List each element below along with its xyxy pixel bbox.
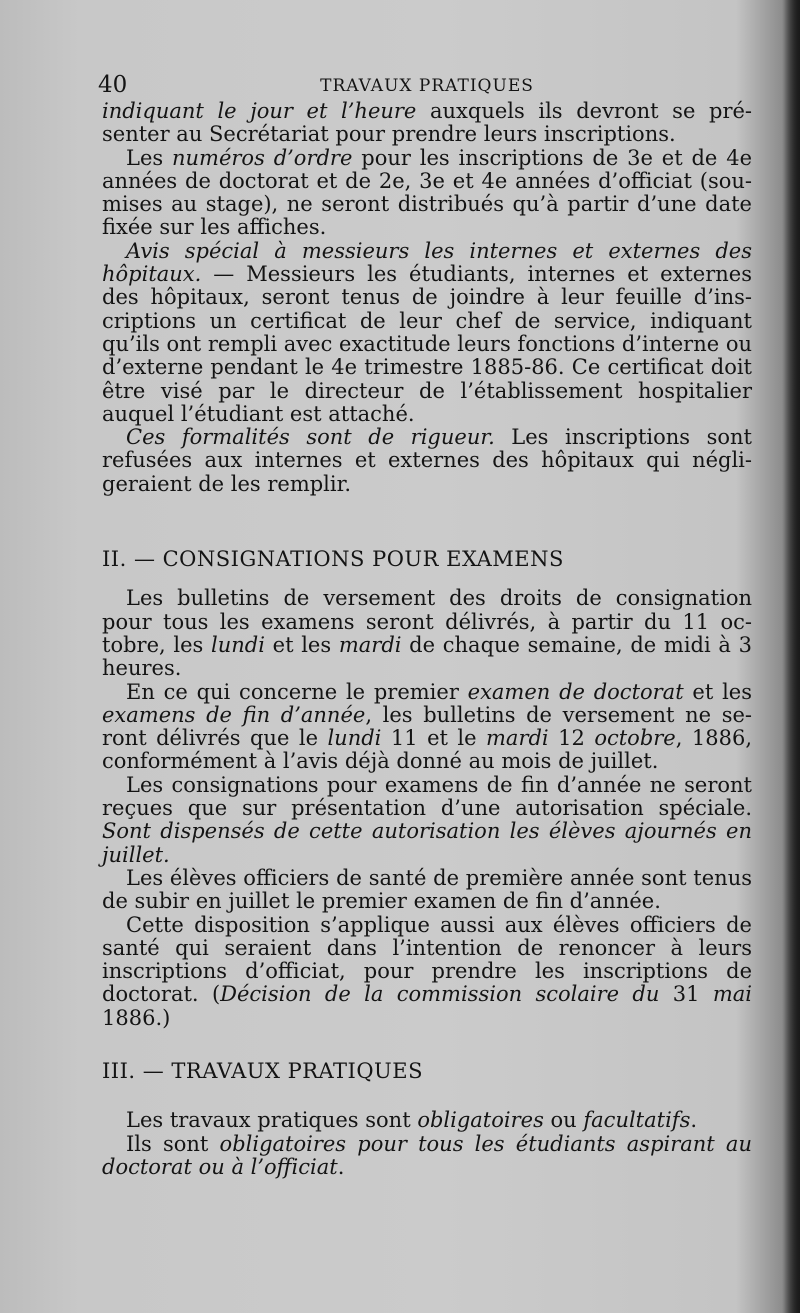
page-edge-shadow (782, 0, 800, 1313)
paragraph: Cette disposition s’applique aussi aux élèves officiers de santé qui seraient dans l’intention de renoncer à leurs inscriptions d’officiat, pour prendre les inscriptions de doctorat. (Décision de la commission scolaire du 31 mai 1886.) (102, 912, 752, 1030)
paragraph: Avis spécial à messieurs les internes et externes des hôpitaux. — Messieurs les étudiants, internes et externes des hôpitaux, seront tenus de joindre à leur feuille d’ins-criptions un certificat de leur chef de service, indiquant qu’ils ont rempli avec exactitude leurs fonctions d’interne ou d’externe pendant le 4e trimestre 1885-86. Ce certificat doit être visé par le directeur de l’établissement hospitalier auquel l’étudiant est attaché. (102, 238, 752, 426)
paragraph: Les élèves officiers de santé de première année sont tenus de subir en juillet le premier examen de fin d’année. (102, 865, 752, 914)
page-content (98, 66, 753, 1179)
paragraph: indiquant le jour et l’heure auxquels ils devront se pré-senter au Secrétariat pour prendre leurs inscriptions. (102, 99, 753, 147)
section-heading-consignations: II. — CONSIGNATIONS POUR EXAMENS (102, 547, 564, 572)
running-title: TRAVAUX PRATIQUES (320, 76, 534, 96)
paragraph: En ce qui concerne le premier examen de doctorat et les examens de fin d’année, les bulletins de versement ne se-ront délivrés que le lundi 11 et le mardi 12 octobre, 1886, conformément à l’avis déjà donné au mois de juillet. (102, 679, 753, 774)
paragraph: Les numéros d’ordre pour les inscriptions de 3e et de 4e années de doctorat et de 2e, 3e et 4e années d’officiat (sou-mises au stage), ne seront distribués qu’à partir d’une date fixée sur les affiches. (102, 145, 752, 240)
page-number: 40 (98, 72, 128, 98)
paragraph: Les travaux pratiques sont obligatoires ou facultatifs. (126, 1108, 698, 1133)
body-text (102, 100, 752, 1179)
paragraph: Ces formalités sont de rigueur. Les inscriptions sont refusées aux internes et externes des hôpitaux qui négli-geraient de les remplir. (102, 425, 752, 496)
running-head (98, 66, 752, 100)
paragraph: Ils sont obligatoires pour tous les étudiants aspirant au doctorat ou à l’officiat. (102, 1131, 752, 1179)
section-heading-travaux-pratiques: III. — TRAVAUX PRATIQUES (102, 1058, 423, 1083)
paragraph: Les consignations pour examens de fin d’année ne seront reçues que sur présentation d’une autorisation spéciale. Sont dispensés de cette autorisation les élèves ajournés en juillet. (102, 772, 752, 867)
paragraph: Les bulletins de versement des droits de consignation pour tous les examens seront délivrés, à partir du 11 oc-tobre, les lundi et les mardi de chaque semaine, de midi à 3 heures. (102, 586, 752, 681)
